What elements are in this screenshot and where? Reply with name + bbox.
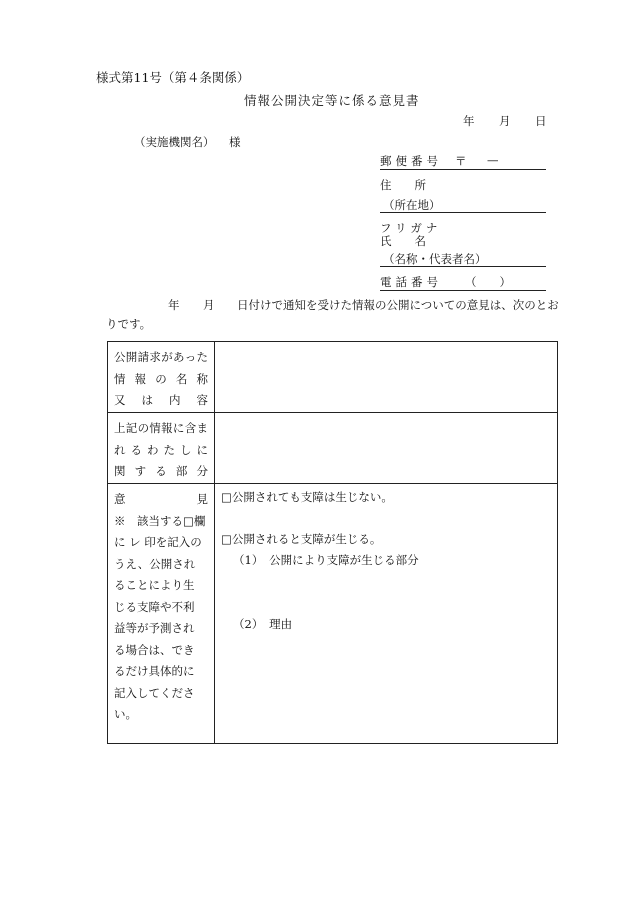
address-underline bbox=[380, 212, 546, 213]
postal-code-label: 郵便番号 bbox=[380, 154, 442, 168]
input-cell-related-part[interactable] bbox=[215, 413, 558, 484]
opinion-heading: 意見 bbox=[114, 492, 208, 506]
table-row bbox=[108, 342, 558, 413]
addressee-honorific: 様 bbox=[229, 135, 241, 149]
phone-label: 電話番号 bbox=[380, 275, 442, 289]
date-year: 年 bbox=[463, 114, 475, 128]
opinion-note-line: ることにより生 bbox=[114, 578, 195, 592]
intro-month: 月 bbox=[203, 298, 215, 312]
opinion-table bbox=[107, 341, 558, 744]
addressee-agency: （実施機関名） bbox=[134, 135, 215, 149]
representative-label: （名称・代表者名） bbox=[383, 252, 487, 266]
date-day: 日 bbox=[535, 114, 547, 128]
opinion-note-line: る場合は、でき bbox=[114, 642, 195, 657]
row2-label-line: 関する部分 bbox=[114, 464, 208, 478]
intro-text: 日付けで通知を受けた情報の公開についての意見は、次のとお bbox=[237, 298, 559, 312]
opinion-note-line: に レ 印を記入の bbox=[114, 535, 202, 549]
checkbox-no-hindrance[interactable]: □公開されても支障は生じない。 bbox=[221, 490, 393, 504]
intro-year: 年 bbox=[168, 298, 180, 312]
opinion-note-line: 益等が予測され bbox=[114, 621, 195, 635]
row1-label-line: 又は内容 bbox=[114, 393, 208, 407]
input-cell-opinion[interactable] bbox=[215, 484, 558, 744]
row1-label-line: 情報の名称 bbox=[114, 371, 208, 386]
intro-text-continued: りです。 bbox=[106, 317, 152, 331]
phone-underline bbox=[380, 290, 546, 291]
address-label: 住 所 bbox=[380, 178, 426, 192]
hindrance-reason-item: （2） 理由 bbox=[233, 617, 293, 631]
row2-label-line: れるわたしに bbox=[114, 442, 208, 457]
label-cell-opinion bbox=[108, 484, 215, 744]
opinion-note-line: じる支障や不利 bbox=[114, 599, 195, 614]
label-cell-information-name bbox=[108, 342, 215, 413]
row1-label-line: 公開請求があった bbox=[114, 350, 208, 364]
hindrance-part-item: （1） 公開により支障が生じる部分 bbox=[233, 553, 419, 567]
date-month: 月 bbox=[499, 114, 511, 128]
name-underline bbox=[380, 266, 546, 267]
table-row bbox=[108, 413, 558, 484]
location-label: （所在地） bbox=[383, 198, 441, 212]
form-number: 様式第11号（第４条関係） bbox=[96, 70, 250, 85]
table-row bbox=[108, 484, 558, 744]
postal-mark: 〒 bbox=[455, 154, 467, 168]
input-cell-information-name[interactable] bbox=[215, 342, 558, 413]
phone-parens: （ ） bbox=[465, 275, 511, 289]
opinion-note-line: うえ、公開され bbox=[114, 556, 196, 571]
furigana-label: フリガナ bbox=[380, 221, 442, 235]
postal-code-underline bbox=[380, 169, 546, 170]
opinion-note-line: るだけ具体的に bbox=[114, 664, 195, 678]
checkbox-hindrance[interactable]: □公開されると支障が生じる。 bbox=[221, 532, 382, 546]
postal-dash: — bbox=[487, 153, 499, 167]
opinion-note-line: い。 bbox=[114, 707, 137, 721]
label-cell-related-part bbox=[108, 413, 215, 484]
row2-label-line: 上記の情報に含ま bbox=[114, 421, 208, 435]
opinion-note-line: 記入してくださ bbox=[114, 685, 195, 700]
opinion-note-line: ※ 該当する□欄 bbox=[114, 513, 206, 528]
name-label: 氏 名 bbox=[380, 234, 426, 248]
document-title: 情報公開決定等に係る意見書 bbox=[244, 93, 420, 108]
